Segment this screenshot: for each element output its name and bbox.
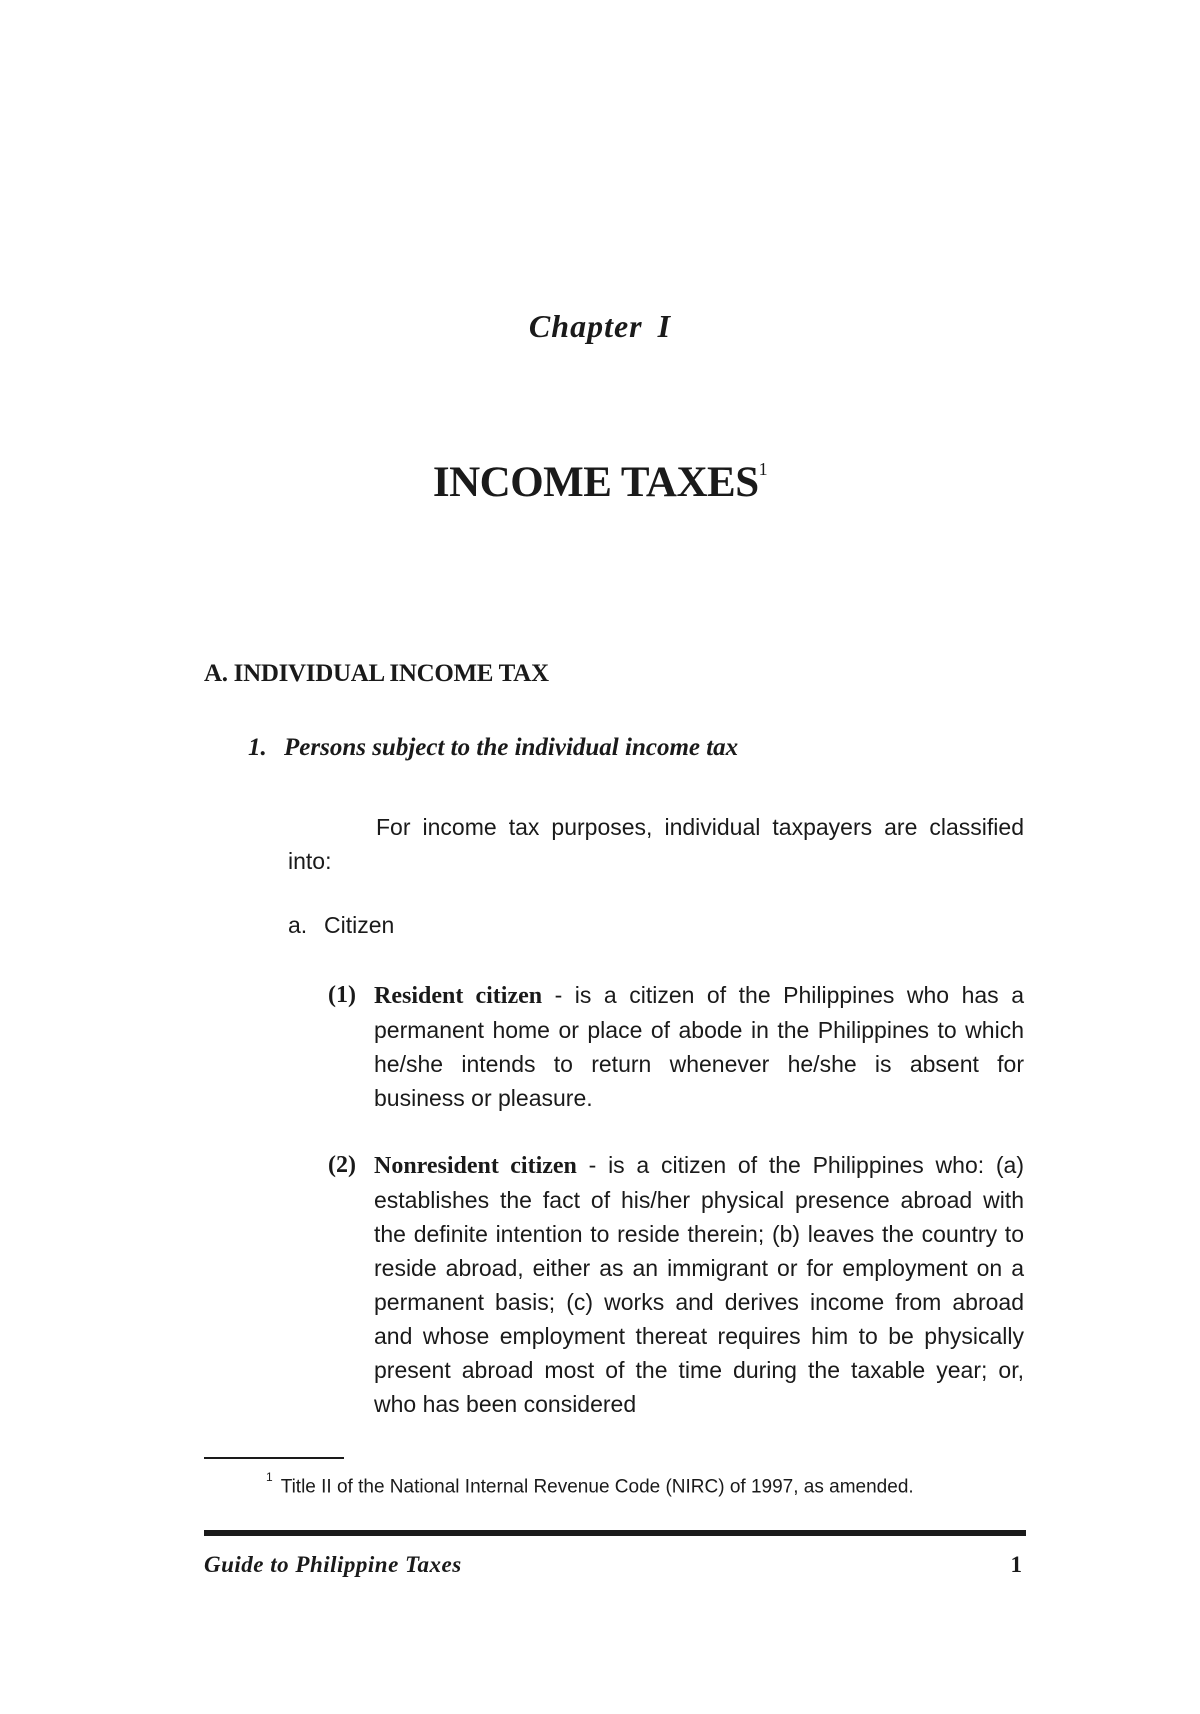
- intro-paragraph: For income tax purposes, individual taxpayers are classified into:: [288, 814, 1024, 874]
- definition-nonresident-citizen: [328, 1148, 1024, 1421]
- definition-text: - is a citizen of the Philippines who has a permanent home or place of abode in the Philippines to which he/she intends to return whenever he/she is absent for business or pleasure.: [374, 982, 1024, 1111]
- definition-text: - is a citizen of the Philippines who: (a) establishes the fact of his/her physical presence abroad with the definite intention to reside therein; (b) leaves the country to reside abroad, either as an immigrant or for employment on a permanent basis; (c) works and derives income from abroad and whose employment thereat requires him to be physically present abroad most of the time during the taxable year; or, who has been considered: [374, 1152, 1025, 1417]
- definition-body: [374, 978, 1024, 1115]
- definition-term: Resident citizen: [374, 983, 543, 1009]
- definition-term: Nonresident citizen: [374, 1153, 577, 1179]
- footer-title: Guide to Philippine Taxes: [204, 1552, 462, 1577]
- definition-number: (2): [328, 1152, 356, 1178]
- definition-resident-citizen: [328, 978, 1024, 1115]
- footnote-marker: 1: [266, 1470, 273, 1484]
- list-marker: a.: [288, 912, 308, 938]
- chapter-title-text: INCOME TAXES: [432, 459, 759, 506]
- chapter-label: Chapter I: [528, 308, 672, 344]
- footnote: [266, 1470, 914, 1498]
- subsection-heading-text: Persons subject to the individual income tax: [284, 734, 739, 761]
- footnote-divider: [204, 1457, 344, 1459]
- subsection-heading: [248, 734, 738, 762]
- chapter-title: [0, 458, 1200, 507]
- definition-number: (1): [328, 982, 356, 1008]
- list-item-citizen: [288, 912, 394, 939]
- footer-divider: [204, 1530, 1026, 1536]
- definition-body: [374, 1148, 1024, 1421]
- list-label: Citizen: [324, 912, 395, 938]
- footnote-text: Title II of the National Internal Revenue Code (NIRC) of 1997, as amended.: [280, 1476, 914, 1498]
- footnote-reference: 1: [758, 458, 768, 479]
- section-heading: A. INDIVIDUAL INCOME TAX: [204, 660, 549, 687]
- page-number: 1: [1010, 1552, 1022, 1577]
- subsection-number: 1.: [248, 734, 267, 761]
